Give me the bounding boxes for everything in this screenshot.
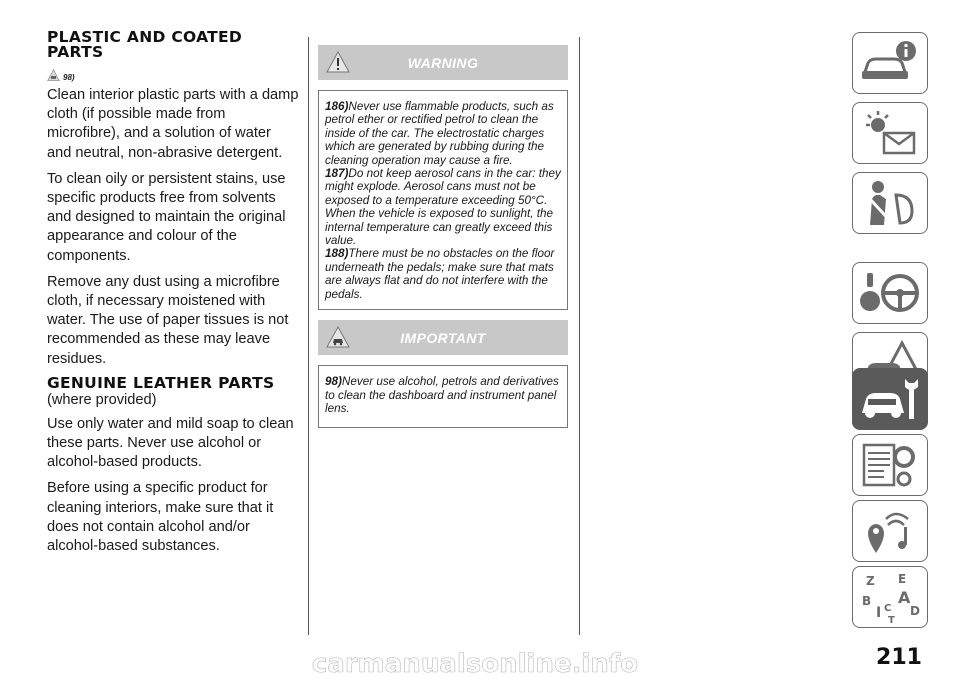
warning-triangle-icon [326, 50, 350, 74]
svg-text:E: E [898, 572, 907, 586]
svg-text:C: C [884, 603, 892, 614]
car-warning-icon [326, 325, 350, 349]
section-title-plastic: PLASTIC AND COATED PARTS [47, 28, 243, 61]
technical-data-icon [858, 439, 922, 491]
important-box [318, 365, 568, 428]
tab-starting-driving[interactable] [852, 262, 928, 324]
important-item [325, 375, 561, 415]
watermark-logo [0, 652, 960, 678]
tab-multimedia[interactable] [852, 500, 928, 562]
warning-item-text: Never use flammable products, such as petrol ether or rectified petrol to clean the inside of the car. The electrostatic charges which are generated by rubbing during the cleaning operation may cause a fire. [325, 100, 554, 167]
car-warning-icon [47, 69, 60, 82]
warning-header [318, 45, 568, 80]
tab-dashboard-lights[interactable] [852, 102, 928, 164]
tab-car-info[interactable] [852, 32, 928, 94]
important-title: IMPORTANT [400, 329, 486, 346]
maintenance-icon [858, 373, 922, 425]
paragraph: To clean oily or persistent stains, use specific products free from solvents and designed to maintain the original appearance and colour of the components. [47, 170, 286, 264]
safety-seatbelt-airbag-icon [858, 177, 922, 229]
svg-text:B: B [862, 594, 872, 608]
column-divider [308, 37, 309, 635]
middle-column [318, 45, 568, 428]
paragraph: Use only water and mild soap to clean these parts. Never use alcohol or alcohol-based products. [47, 415, 294, 471]
warning-item-number: 187) [325, 167, 349, 181]
tab-technical-data[interactable] [852, 434, 928, 496]
reference-number: 98) [63, 73, 75, 82]
warning-title: WARNING [407, 54, 479, 71]
tab-safety[interactable] [852, 172, 928, 234]
warning-item-number: 188) [325, 247, 349, 261]
important-header [318, 320, 568, 355]
tab-index[interactable] [852, 566, 928, 628]
column-divider [579, 37, 580, 635]
starting-driving-icon [858, 267, 922, 319]
warning-item [325, 167, 561, 247]
index-icon [858, 571, 922, 623]
paragraph: Before using a specific product for cleaning interiors, make sure that it does not contain alcohol and/or alcohol-based substances. [47, 480, 274, 555]
svg-text:D: D [910, 604, 920, 618]
multimedia-icon [858, 505, 922, 557]
section-subtitle: (where provided) [47, 391, 157, 408]
important-item-number: 98) [325, 375, 342, 389]
warning-item-text: There must be no obstacles on the floor underneath the pedals; make sure that mats are always flat and do not interfere with the pedals. [325, 247, 555, 301]
page-number: 211 [876, 645, 922, 670]
svg-text:I: I [876, 605, 882, 621]
svg-text:T: T [888, 615, 895, 623]
reference-row [47, 66, 299, 82]
paragraph: Remove any dust using a microfibre cloth, if necessary moistened with water. The use of paper tissues is not recommended as these may leave residues. [47, 273, 289, 367]
warning-item [325, 247, 561, 301]
warning-item-number: 186) [325, 100, 349, 113]
warning-item [325, 100, 561, 167]
tab-maintenance[interactable] [852, 368, 928, 430]
dashboard-lights-icon [858, 107, 922, 159]
left-column [47, 30, 299, 563]
important-item-text: Never use alcohol, petrols and derivatives to clean the dashboard and instrument panel lens. [325, 375, 559, 415]
warning-box [318, 90, 568, 310]
warning-item-text: Do not keep aerosol cans in the car: they might explode. Aerosol cans must not be exposed to a temperature exceeding 50°C. When the vehicle is exposed to sunlight, the internal temperature can greatly exceed this value. [325, 167, 561, 248]
svg-text:carmanualsonline.info: carmanualsonline.info [311, 652, 639, 678]
svg-text:Z: Z [866, 574, 875, 588]
paragraph: Clean interior plastic parts with a damp cloth (if possible made from microfibre), and a solution of water and neutral, non-abrasive detergent. [47, 87, 299, 161]
svg-text:A: A [898, 588, 911, 607]
car-info-icon [858, 37, 922, 89]
section-title-leather: GENUINE LEATHER PARTS [47, 373, 275, 392]
